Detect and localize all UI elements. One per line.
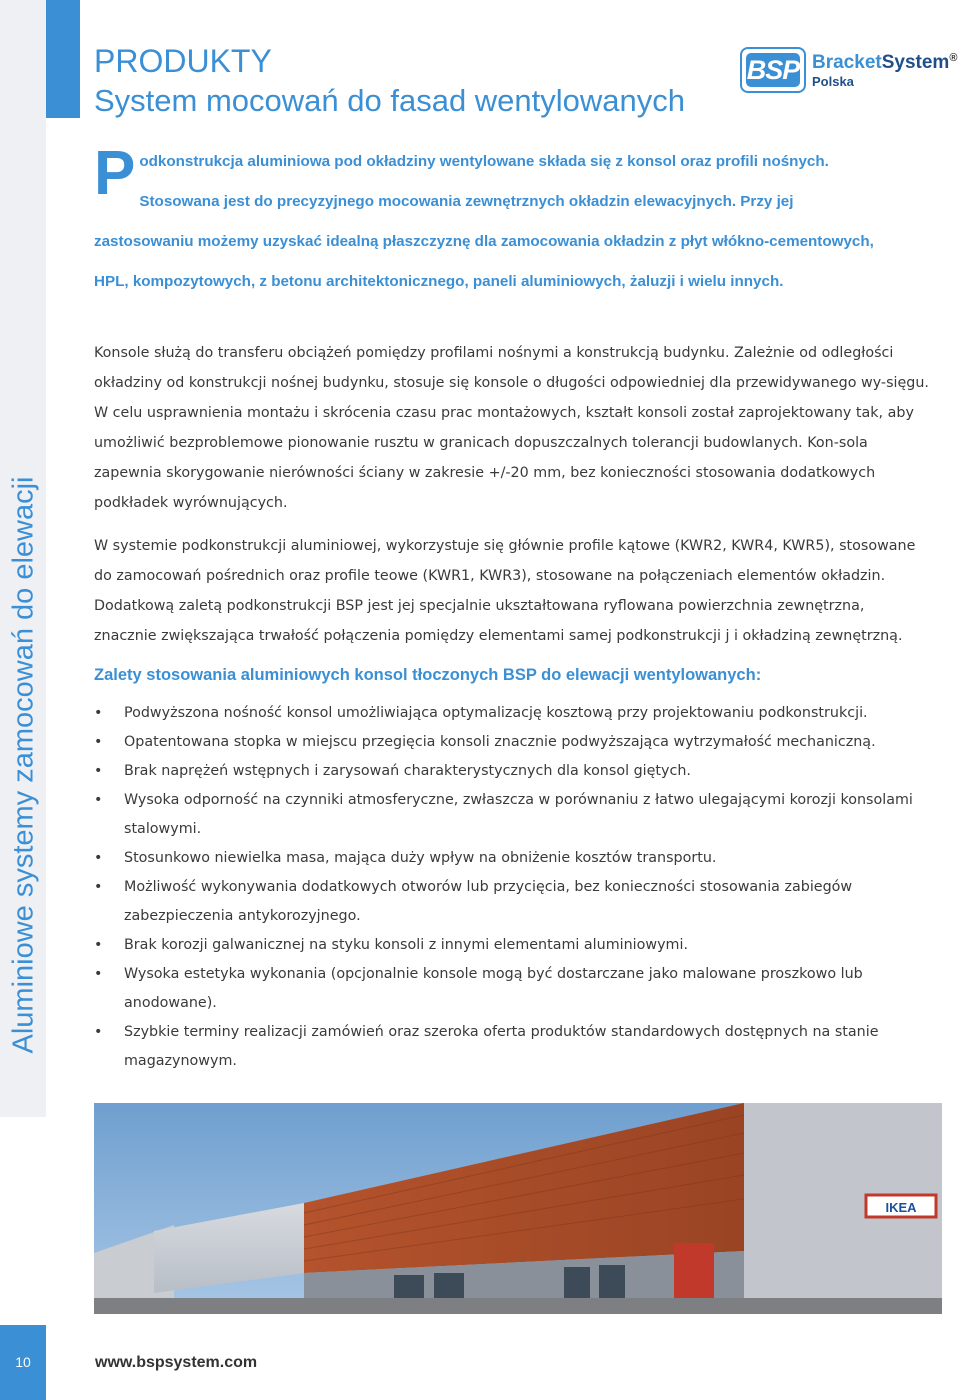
- store-sign-text: IKEA: [885, 1200, 917, 1215]
- list-item: • Wysoka estetyka wykonania (opcjonalnie konsole mogą być dostarczane jako malowane proszkowo lub anodowane).: [94, 960, 934, 1018]
- list-item: • Brak naprężeń wstępnych i zarysowań charakterystycznych dla konsol giętych.: [94, 757, 934, 786]
- page-title: PRODUKTY: [94, 43, 272, 79]
- bullet: •: [94, 1024, 103, 1040]
- bullet: •: [94, 850, 103, 866]
- body-paragraph-profiles: W systemie podkonstrukcji aluminiowej, wykorzystuje się głównie profile kątowe (KWR2, KWR4, KWR5), stosowane do zamocowań pośrednich oraz profile teowe (KWR1, KWR3), stosowane na połączeniach elementów okładzin. Dodatkową zaletą podkonstrukcji BSP jest jej specjalnie ukształtowana ryflowana powierzchnia zewnętrzna, znacznie zwiększająca trwałość połączenia pomiędzy elementami samej podkonstrukcji j i okładziną zewnętrzną.: [94, 538, 916, 644]
- logo-name-part2: System: [881, 52, 950, 73]
- list-item: • Opatentowana stopka w miejscu przegięcia konsoli znacznie podwyższająca wytrzymałość mechaniczną.: [94, 728, 934, 757]
- logo-mark-frame: [740, 47, 806, 93]
- advantages-list: [94, 699, 934, 1076]
- intro-paragraph: [94, 139, 894, 302]
- building-photo: [94, 1103, 942, 1314]
- list-item: • Szybkie terminy realizacji zamówień oraz szeroka oferta produktów standardowych dostępnych na stanie magazynowym.: [94, 1018, 934, 1076]
- footer-website-link[interactable]: www.bspsystem.com: [95, 1354, 258, 1371]
- page-number: 10: [15, 1354, 31, 1370]
- page-subtitle: System mocowań do fasad wentylowanych: [94, 83, 686, 118]
- advantages-heading: Zalety stosowania aluminiowych konsol tłoczonych BSP do elewacji wentylowanych:: [94, 666, 762, 684]
- body-paragraph-consoles: Konsole służą do transferu obciążeń pomiędzy profilami nośnymi a konstrukcją budynku. Zależnie od odległości okładziny od konstrukcji nośnej budynku, stosuje się konsole o długości odpowiedniej dla przewidywanego wy-sięgu. W celu usprawnienia montażu i skrócenia czasu prac montażowych, kształt konsoli został zaprojektowany tak, aby umożliwić bezproblemowe pionowanie rusztu w granicach dopuszczalnych tolerancji budowlanych. Kon-sola zapewnia skorygowanie nierówności ściany w zakresie +/-20 mm, bez konieczności stosowania dodatkowych podkładek wyrównujących.: [94, 345, 929, 511]
- registered-mark: ®: [949, 52, 958, 64]
- logo-name-part1: Bracket: [812, 52, 882, 73]
- bullet: •: [94, 792, 103, 808]
- header-accent-bar: [46, 0, 80, 118]
- list-item: • Możliwość wykonywania dodatkowych otworów lub przycięcia, bez konieczności stosowania zabiegów zabezpieczenia antykorozyjnego.: [94, 873, 934, 931]
- logo-country: Polska: [812, 74, 854, 89]
- bullet: •: [94, 705, 103, 721]
- bullet: •: [94, 734, 103, 750]
- list-item: • Stosunkowo niewielka masa, mająca duży wpływ na obniżenie kosztów transportu.: [94, 844, 934, 873]
- building-illustration: [94, 1103, 942, 1314]
- bullet: •: [94, 879, 103, 895]
- bullet: •: [94, 937, 103, 953]
- bullet: •: [94, 763, 103, 779]
- logo-brand-name: [812, 52, 957, 74]
- drop-cap: P: [94, 139, 136, 208]
- bullet: •: [94, 966, 103, 982]
- list-item: • Podwyższona nośność konsol umożliwiająca optymalizację kosztową przy projektowaniu podkonstrukcji.: [94, 699, 934, 728]
- sidebar-vertical-label: Aluminiowe systemy zamocowań do elewacji: [7, 476, 40, 1054]
- intro-text: odkonstrukcja aluminiowa pod okładziny wentylowane składa się z konsol oraz profili nośnych. Stosowana jest do precyzyjnego mocowania zewnętrznych okładzin elewacyjnych. Przy jej zastosowaniu możemy uzyskać idealną płaszczyznę dla zamocowania okładzin z płyt włókno-cementowych, HPL, kompozytowych, z betonu architektonicznego, paneli aluminiowych, żaluzji i wielu innych.: [94, 153, 874, 290]
- bsp-logo: [740, 47, 958, 97]
- list-item: • Brak korozji galwanicznej na styku konsoli z innymi elementami aluminiowymi.: [94, 931, 934, 960]
- street: [94, 1298, 942, 1314]
- list-item: • Wysoka odporność na czynniki atmosferyczne, zwłaszcza w porównaniu z łatwo ulegającymi korozji konsolami stalowymi.: [94, 786, 934, 844]
- logo-mark: BSP: [746, 55, 800, 85]
